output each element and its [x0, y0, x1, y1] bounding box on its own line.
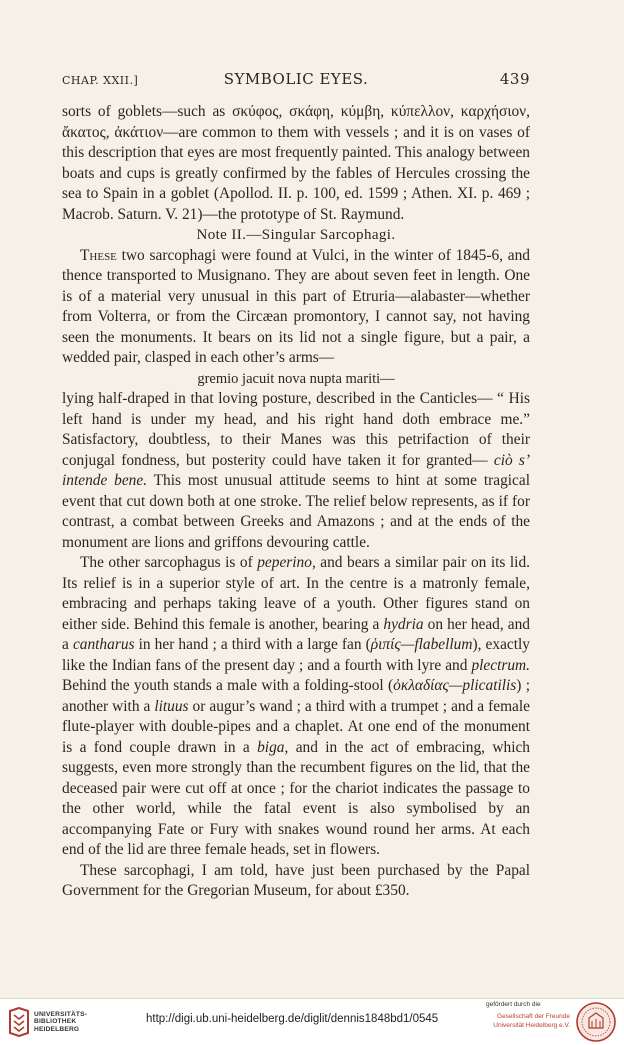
- paragraph-sarcophagi-intro: [62, 246, 530, 369]
- italic-term: peperino: [257, 554, 312, 571]
- permalink-link[interactable]: http://digi.ub.uni-heidelberg.de/diglit/dennis1848bd1/0545: [146, 1013, 439, 1025]
- library-name-line: HEIDELBERG: [34, 1025, 80, 1033]
- paragraph-text: Behind the youth stands a male with a folding-stool (: [62, 677, 394, 694]
- paragraph-goblets: sorts of goblets—such as σκύφος, σκάφη, κύμβη, κύπελλον, καρχήσιον, ἄκατος, ἀκάτιον—are common to them with vessels ; and it is on vases of this description that eyes are most frequently painted. This analogy between boats and cups is greatly confirmed by the fables of Hercules crossing the sea to Spain in a goblet (Apollod. II. p. 100, ed. 1599 ; Athen. XI. p. 469 ; Macrob. Saturn. V. 21)—the prototype of St. Raymund.: [62, 103, 530, 223]
- paragraph-text: two sarcophagi were found at Vulci, in the winter of 1845-6, and thence transported to Musignano. They are about seven feet in length. One is of a material very unusual in this part of Etruria—alabaster—whether from Volterra, or from the Circæan promontory, I cannot say, not having seen the monuments. It bears on its lid not a single figure, but a pair, a wedded pair, clasped in each other’s arms—: [62, 246, 530, 366]
- running-title: SYMBOLIC EYES.: [223, 70, 369, 88]
- paragraph-text: on her head, and a: [62, 615, 530, 653]
- viewer-footer: [0, 998, 624, 1045]
- italic-term: cantharus: [72, 636, 135, 653]
- italic-term: ῥιπίς—flabellum: [370, 636, 473, 653]
- italic-term: plectrum.: [471, 656, 530, 674]
- italic-term: biga: [257, 738, 285, 756]
- chapter-label: CHAP. XXII.]: [62, 74, 139, 87]
- library-name-line: UNIVERSITÄTS-: [34, 1011, 88, 1018]
- paragraph-text: or augur’s wand ; a third with a trumpet ; and a female flute-player with double-pipes and a chaplet. At one end of the monument is a fond couple drawn in a: [62, 697, 530, 756]
- paragraph-text: lying half-draped in that loving posture, described in the Canticles— “ His left hand is under my head, and his right hand doth embrace me.” Satisfactory, doubtless, to their Manes was this petrifaction of their conjugal fondness, but posterity could have taken it for granted—: [62, 390, 530, 469]
- paragraph-text: This most unusual attitude seems to hint at some tragical event that cut down both at one stroke. The relief below represents, as if for contrast, a combat between Greeks and Amazons ; and at the ends of the monument are lions and griffons devouring cattle.: [62, 472, 530, 551]
- paragraph-second-sarcophagus: [62, 553, 530, 861]
- note-heading: Note II.—Singular Sarcophagi.: [196, 227, 396, 243]
- italic-term: lituus: [154, 697, 189, 715]
- paragraph-canticles: [62, 389, 530, 553]
- paragraph-text: ), exactly like the Indian fans of the present day ; and a fourth with lyre and: [62, 636, 530, 674]
- page-number: 439: [499, 70, 530, 88]
- university-seal-icon: [574, 1001, 618, 1043]
- sponsor-name-line: Universität Heidelberg e.V.: [493, 1021, 570, 1029]
- running-header: [62, 70, 530, 92]
- italic-phrase: ciò s’ intende bene.: [62, 451, 530, 489]
- body-text: [62, 102, 530, 902]
- italic-term: ὀκλαδίας—plicatilis: [393, 677, 517, 694]
- sponsor-name-line: Gesellschaft der Freunde: [497, 1013, 570, 1020]
- latin-quote: gremio jacuit nova nupta mariti—: [197, 370, 395, 387]
- sponsor-label: gefördert durch die: [486, 1001, 541, 1008]
- paragraph-text: , and bears a similar pair on its lid. Its relief is in a superior style of art. In the centre is a matronly female, embracing and perhaps taking leave of a youth. Other figures stand on either side. Behind this female is another, bearing a: [62, 554, 531, 633]
- drop-word: These: [80, 246, 117, 264]
- library-name-line: BIBLIOTHEK: [34, 1018, 77, 1026]
- paragraph-text: in her hand ; a third with a large fan (: [134, 636, 371, 653]
- sponsor-name: [470, 1013, 570, 1030]
- paragraph-text: The other sarcophagus is of: [80, 554, 258, 571]
- paragraph-purchase: These sarcophagi, I am told, have just been purchased by the Papal Government for the Gregorian Museum, for about £350.: [62, 861, 530, 899]
- library-name: [34, 1011, 87, 1033]
- paragraph-text: , and in the act of embracing, which suggests, even more strongly than the recumbent figures on the lid, that the deceased pair were cut off at once ; for the chariot indicates the passage to the other world, while the fatal event is also symbolised by an accompanying Fate or Fury with snakes wound round her arms. At each end of the lid are three female heads, set in flowers.: [62, 738, 531, 858]
- paragraph-text: ) ; another with a: [62, 677, 531, 715]
- university-library-logo-icon: [8, 1007, 30, 1037]
- italic-term: hydria: [383, 615, 424, 633]
